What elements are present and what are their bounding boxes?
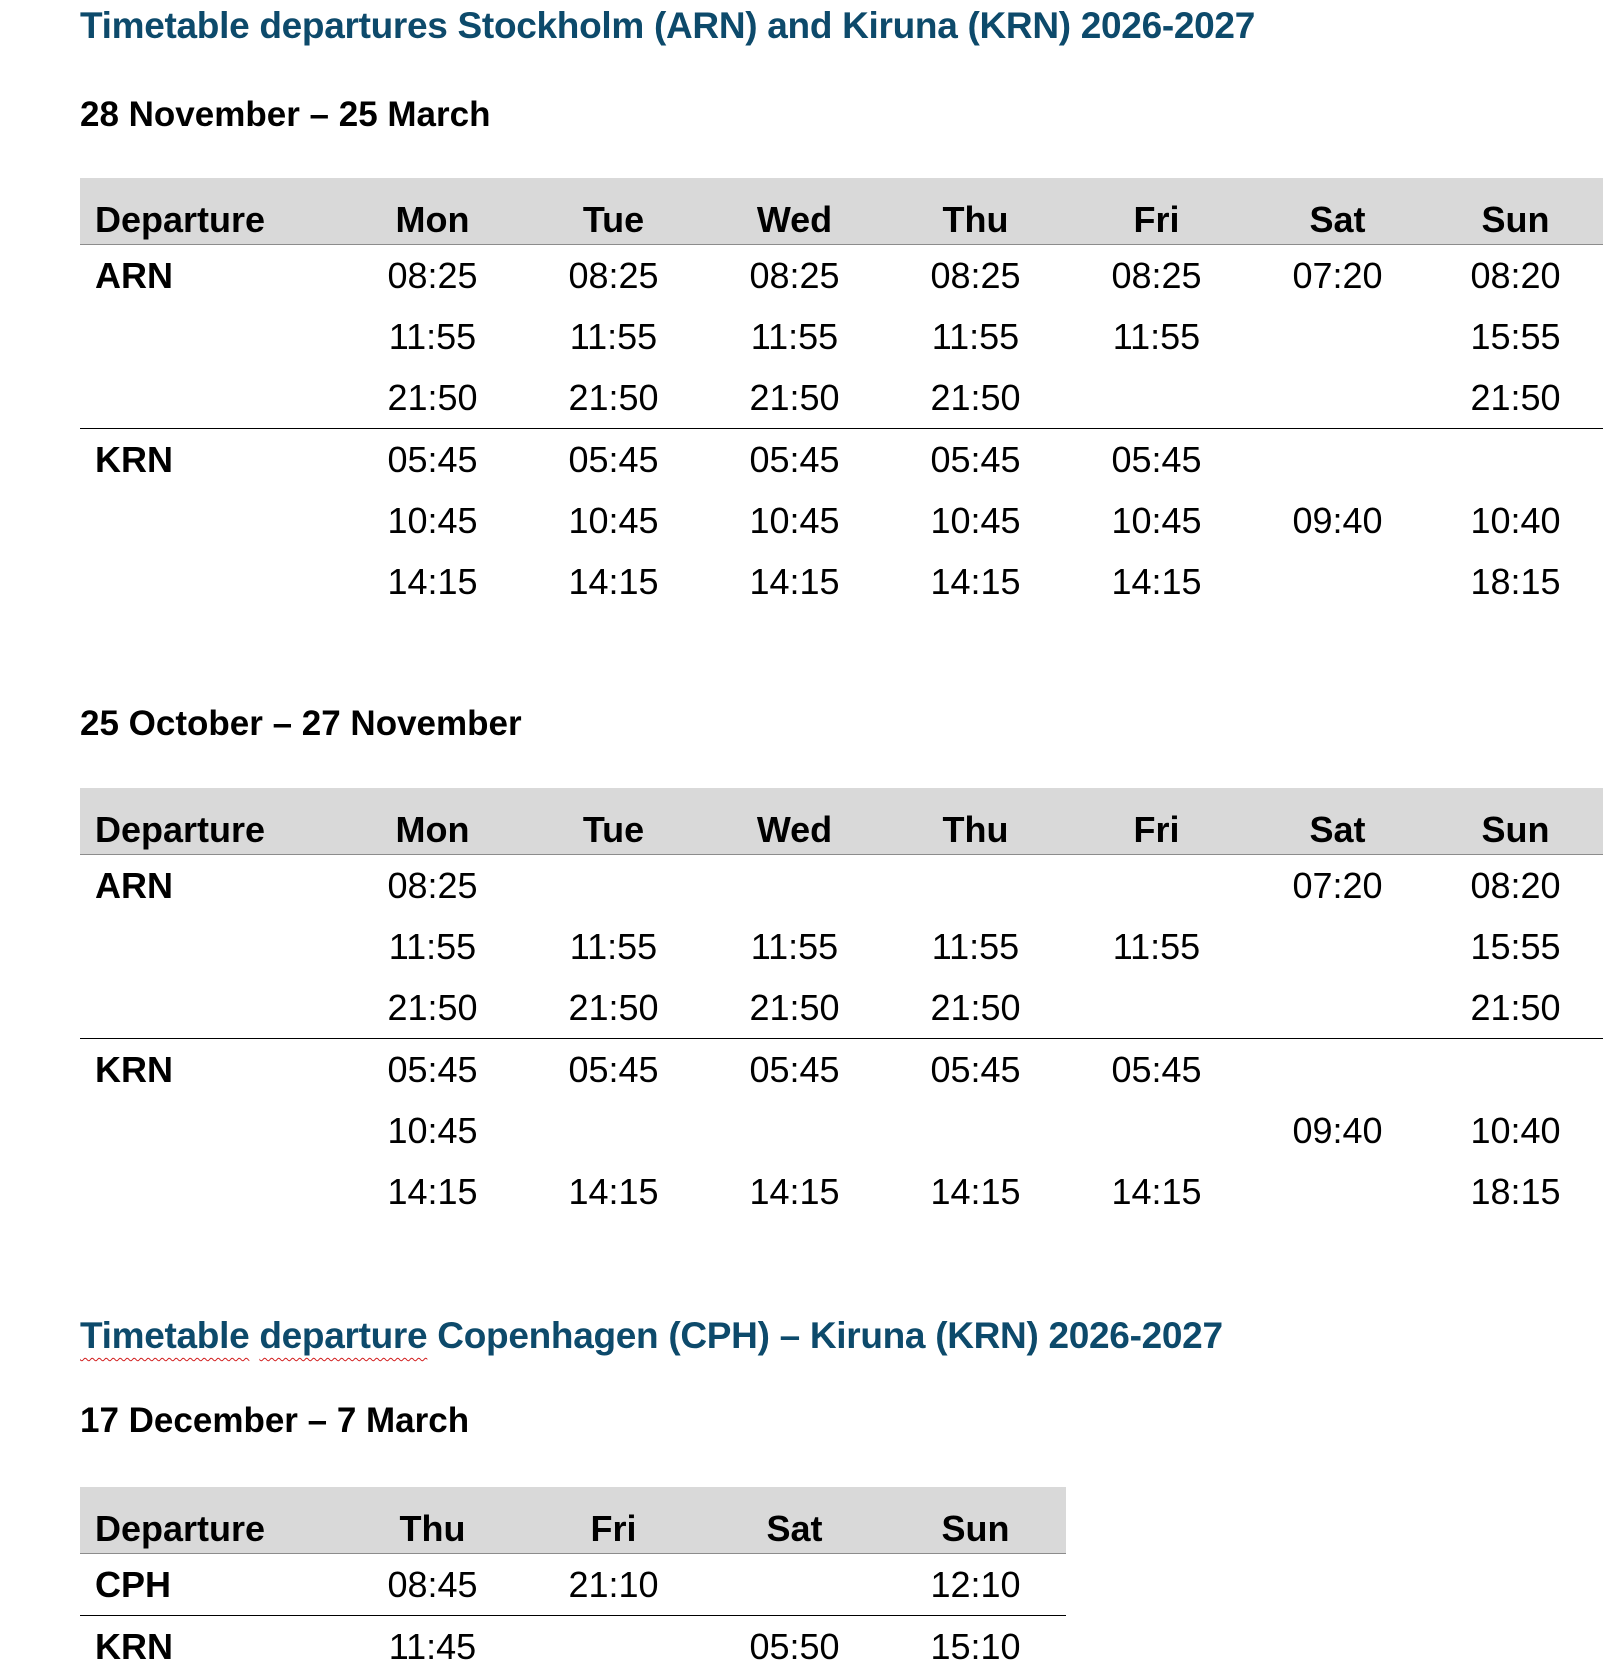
station-label-empty [80,1161,342,1222]
time-cell [1247,916,1428,977]
station-label: ARN [95,255,173,296]
time-cell: 10:40 [1470,500,1561,541]
time-cell: 14:15 [387,561,478,602]
time-cell [523,1100,704,1161]
time-cell: 10:45 [568,500,659,541]
time-cell: 11:55 [569,316,658,357]
time-cell: 11:55 [750,926,839,967]
time-cell: 14:15 [930,1171,1021,1212]
header-sun: Sun [1428,788,1603,855]
time-cell [1247,1039,1428,1101]
time-cell: 09:40 [1292,500,1383,541]
header-fri: Fri [1066,788,1247,855]
time-cell: 21:50 [523,367,704,429]
header-departure: Departure [80,788,342,855]
time-cell [1247,306,1428,367]
time-cell [1066,1100,1247,1161]
time-cell [1247,551,1428,612]
time-cell: 15:55 [1470,926,1561,967]
time-cell: 07:20 [1292,865,1383,906]
time-cell: 21:50 [342,367,523,429]
time-cell: 11:55 [931,926,1020,967]
time-cell [885,855,1066,917]
time-cell [523,855,704,917]
table-row [80,245,1603,307]
time-cell: 14:15 [930,561,1021,602]
time-cell: 14:15 [387,1171,478,1212]
time-cell: 11:55 [1112,316,1201,357]
time-cell: 08:25 [1111,255,1202,296]
table-row [80,367,1603,429]
time-cell: 11:55 [1112,926,1201,967]
time-cell: 10:45 [387,500,478,541]
spellcheck-word-timetable: Timetable [80,1315,250,1356]
time-cell: 21:50 [704,367,885,429]
period-title-1: 28 November – 25 March [80,95,491,134]
header-wed: Wed [704,788,885,855]
time-cell: 21:50 [885,977,1066,1039]
header-sat: Sat [704,1487,885,1554]
time-cell [885,1100,1066,1161]
station-label: KRN [95,1049,173,1090]
station-label-empty [80,1100,342,1161]
header-row [80,788,1603,855]
time-cell: 05:45 [749,1049,840,1090]
time-cell: 18:15 [1470,1171,1561,1212]
header-fri: Fri [1066,178,1247,245]
time-cell: 10:45 [749,500,840,541]
header-tue: Tue [523,788,704,855]
time-cell: 14:15 [749,561,840,602]
time-cell: 14:15 [1111,1171,1202,1212]
header-tue: Tue [523,178,704,245]
time-cell [1247,367,1428,429]
table-row [80,1039,1603,1101]
station-label: KRN [95,1626,173,1667]
station-label-empty [80,916,342,977]
table-row [80,916,1603,977]
doc-title-stockholm-kiruna: Timetable departures Stockholm (ARN) and Kiruna (KRN) 2026-2027 [80,5,1255,46]
header-mon: Mon [342,178,523,245]
time-cell [1247,977,1428,1039]
time-cell: 08:20 [1470,865,1561,906]
time-cell: 05:45 [568,1049,659,1090]
time-cell: 08:20 [1470,255,1561,296]
time-cell [704,1100,885,1161]
time-cell: 21:50 [704,977,885,1039]
time-cell: 05:45 [749,439,840,480]
time-cell [1428,1039,1603,1101]
time-cell [1428,429,1603,491]
time-cell: 12:10 [885,1554,1066,1616]
table-row [80,1616,1066,1677]
time-cell [523,1616,704,1677]
time-cell: 08:25 [387,865,478,906]
time-cell: 11:55 [931,316,1020,357]
time-cell: 05:45 [1111,439,1202,480]
time-cell: 08:45 [342,1554,523,1616]
time-cell: 15:55 [1470,316,1561,357]
time-cell [704,855,885,917]
time-cell: 05:45 [387,1049,478,1090]
time-cell: 15:10 [930,1626,1021,1667]
station-label-empty [80,977,342,1039]
header-thu: Thu [885,178,1066,245]
time-cell: 21:50 [1428,367,1603,429]
time-cell [1247,1161,1428,1222]
table-row [80,977,1603,1039]
time-cell: 21:50 [523,977,704,1039]
time-cell: 08:25 [568,255,659,296]
header-wed: Wed [704,178,885,245]
time-cell: 14:15 [749,1171,840,1212]
timetable-2 [80,788,1603,1222]
station-label-empty [80,367,342,429]
time-cell: 11:55 [388,926,477,967]
timetable-1 [80,178,1603,612]
time-cell: 10:45 [1111,500,1202,541]
table-row [80,490,1603,551]
header-fri: Fri [523,1487,704,1554]
doc-title-copenhagen-kiruna [80,1311,1223,1361]
spellcheck-word-departure: departure [259,1315,428,1356]
station-label: KRN [95,439,173,480]
time-cell: 05:45 [930,1049,1021,1090]
time-cell: 05:45 [930,439,1021,480]
time-cell: 11:55 [750,316,839,357]
time-cell [1066,977,1247,1039]
time-cell: 14:15 [1111,561,1202,602]
header-sun: Sun [885,1487,1066,1554]
station-label: ARN [95,865,173,906]
time-cell: 09:40 [1292,1110,1383,1151]
time-cell: 05:45 [1111,1049,1202,1090]
time-cell: 07:20 [1292,255,1383,296]
time-cell [1066,855,1247,917]
time-cell: 11:55 [388,316,477,357]
header-thu: Thu [342,1487,523,1554]
header-thu: Thu [885,788,1066,855]
header-sat: Sat [1247,788,1428,855]
header-sun: Sun [1428,178,1603,245]
time-cell [704,1554,885,1616]
table-row [80,429,1603,491]
time-cell: 21:50 [342,977,523,1039]
time-cell: 11:45 [388,1626,477,1667]
station-label-empty [80,306,342,367]
time-cell: 08:25 [387,255,478,296]
time-cell: 08:25 [749,255,840,296]
time-cell: 05:45 [387,439,478,480]
header-row [80,1487,1066,1554]
time-cell: 05:50 [749,1626,840,1667]
station-label-empty [80,490,342,551]
table-row [80,1161,1603,1222]
table-row [80,551,1603,612]
header-departure: Departure [80,1487,342,1554]
time-cell [1066,367,1247,429]
time-cell: 21:50 [1428,977,1603,1039]
time-cell: 10:45 [930,500,1021,541]
time-cell: 10:45 [387,1110,478,1151]
time-cell: 21:50 [885,367,1066,429]
station-label: CPH [80,1554,342,1616]
time-cell: 14:15 [568,1171,659,1212]
time-cell: 14:15 [568,561,659,602]
table-row [80,1554,1066,1616]
header-departure: Departure [80,178,342,245]
time-cell: 05:45 [568,439,659,480]
table-row [80,855,1603,917]
time-cell: 21:10 [523,1554,704,1616]
time-cell: 08:25 [930,255,1021,296]
time-cell [1247,429,1428,491]
period-title-3: 17 December – 7 March [80,1401,470,1440]
table-row [80,1100,1603,1161]
header-row [80,178,1603,245]
doc-title-rest: Copenhagen (CPH) – Kiruna (KRN) 2026-2027 [437,1315,1223,1356]
time-cell: 10:40 [1470,1110,1561,1151]
header-mon: Mon [342,788,523,855]
time-cell: 18:15 [1470,561,1561,602]
station-label-empty [80,551,342,612]
timetable-3 [80,1487,1066,1677]
period-title-2: 25 October – 27 November [80,704,522,743]
table-row [80,306,1603,367]
time-cell: 11:55 [569,926,658,967]
header-sat: Sat [1247,178,1428,245]
